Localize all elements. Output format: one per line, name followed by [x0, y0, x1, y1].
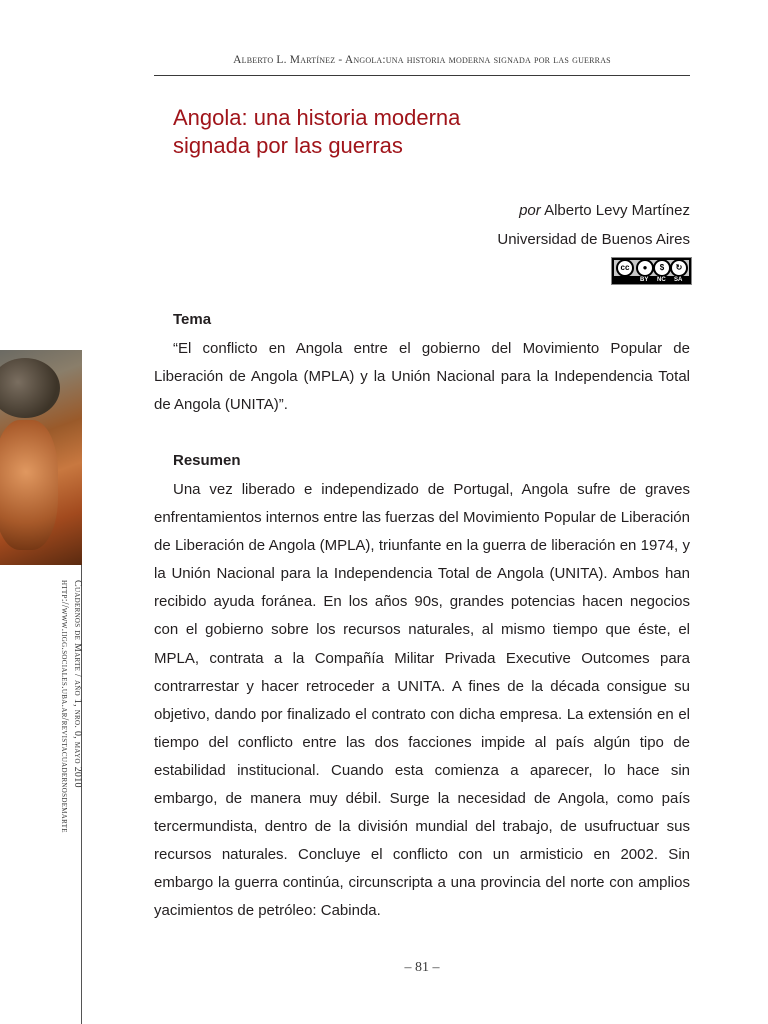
by-label: BY — [640, 277, 649, 283]
author-name: Alberto Levy Martínez — [544, 202, 690, 219]
title-line-2: signada por las guerras — [173, 133, 403, 158]
resumen-text: Una vez liberado e independizado de Portugal, Angola sufre de graves enfrentamientos internos entre las fuerzas del Movimiento Popular de Liberación de Liberación de Angola (MPLA), triunfante en la guerra de liberación en 1974, y la Unión Nacional para la Independencia Total de Angola (UNITA). Ambos han recibido ayuda foránea. En los años 90s, grandes potencias hacen negocios con el gobierno sobre los recursos naturales, al mismo tiempo que éste, el MPLA, contrata a la Compañía Militar Privada Executive Outcomes para contrarrestar y hacer retroceder a UNITA. A fines de la década consigue su objetivo, dando por finalizado el contrato con dicha empresa. La extensión en el tiempo del conflicto entre las dos facciones impide al país algún tipo de estabilidad institucional. Cuando esta comienza a aparecer, lo hace sin embargo, de manera muy débil. Surge la necesidad de Angola, como país tercermundista, dentro de la división mundial del trabajo, de usufructuar sus recursos naturales. Concluye el conflicto con un armisticio en 2002. Sin embargo la guerra continúa, circunscripta a una provincia del norte con amplios yacimientos de petróleo: Cabinda. — [154, 481, 690, 920]
journal-citation-vertical — [58, 580, 84, 880]
cover-illustration-fragment — [0, 350, 82, 565]
title-line-1: Angola: una historia moderna — [173, 105, 461, 130]
nc-icon: $ — [653, 259, 671, 277]
by-icon: ● — [636, 259, 654, 277]
running-head: Alberto L. Martínez - Angola:una historia moderna signada por las guerras — [233, 54, 611, 66]
page-number: – 81 – — [404, 960, 440, 975]
sa-icon: ↻ — [670, 259, 688, 277]
tema-text: “El conflicto en Angola entre el gobierno del Movimiento Popular de Liberación de Angola (MPLA) y la Unión Nacional para la Independencia Total de Angola (UNITA)”. — [154, 340, 690, 414]
nc-label: NC — [657, 277, 666, 283]
creative-commons-license-badge[interactable] — [611, 257, 692, 285]
tema-heading: Tema — [173, 311, 212, 328]
cc-icon: cc — [616, 259, 634, 277]
header-rule — [154, 75, 690, 76]
byline-prefix: por — [519, 202, 541, 219]
sa-label: SA — [674, 277, 683, 283]
byline — [497, 196, 690, 254]
article-title — [173, 104, 673, 160]
resumen-heading: Resumen — [173, 452, 241, 469]
journal-line: Cuadernos de Marte / año 1, nro. 0, mayo 2010 — [72, 580, 83, 788]
journal-url[interactable]: http://www.iigg.sociales.uba.ar/revistacuadernosdemarte — [59, 580, 70, 833]
author-affiliation: Universidad de Buenos Aires — [497, 231, 690, 248]
